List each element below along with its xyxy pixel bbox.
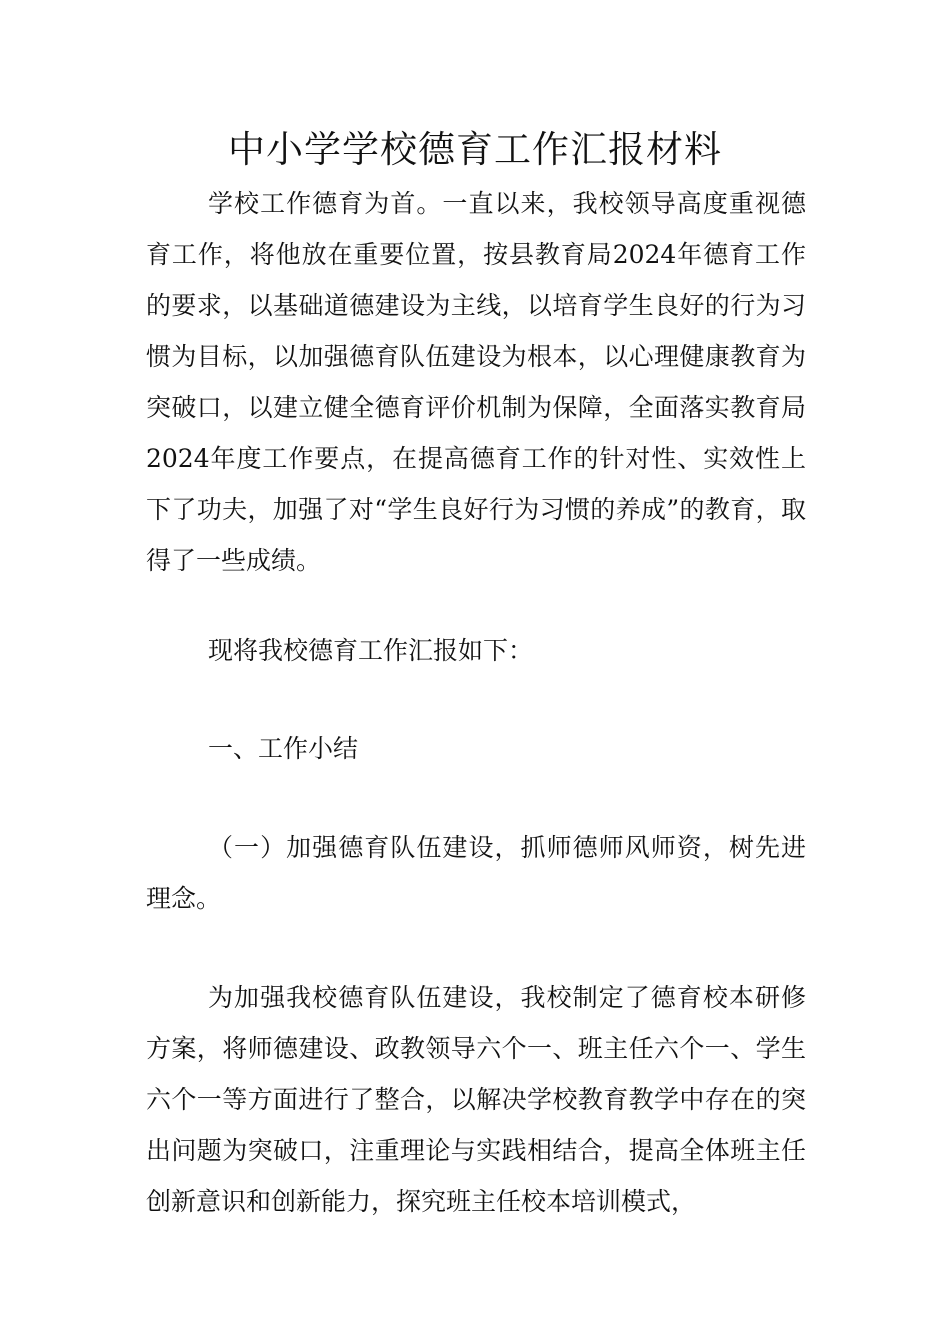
report-lead-paragraph: 现将我校德育工作汇报如下： <box>208 636 534 665</box>
section-heading: 一、工作小结 <box>208 734 359 763</box>
intro-paragraph: 学校工作德育为首。一直以来，我校领导高度重视德育工作，将他放在重要位置，按县教育局2024年德育工作的要求，以基础道德建设为主线，以培育学生良好的行为习惯为目标，以加强德育队伍建设为根本，以心理健康教育为突破口，以建立健全德育评价机制为保障，全面落实教育局2024年度工作要点，在提高德育工作的针对性、实效性上下了功夫，加强了对“学生良好行为习惯的养成”的教育，取得了一些成绩。 <box>146 189 806 575</box>
body-paragraph: 为加强我校德育队伍建设，我校制定了德育校本研修方案，将师德建设、政教领导六个一、班主任六个一、学生六个一等方面进行了整合，以解决学校教育教学中存在的突出问题为突破口，注重理论与实践相结合，提高全体班主任创新意识和创新能力，探究班主任校本培训模式， <box>146 983 806 1216</box>
subsection-heading: （一）加强德育队伍建设，抓师德师风师资，树先进理念。 <box>146 833 806 913</box>
document-title: 中小学学校德育工作汇报材料 <box>228 128 722 171</box>
